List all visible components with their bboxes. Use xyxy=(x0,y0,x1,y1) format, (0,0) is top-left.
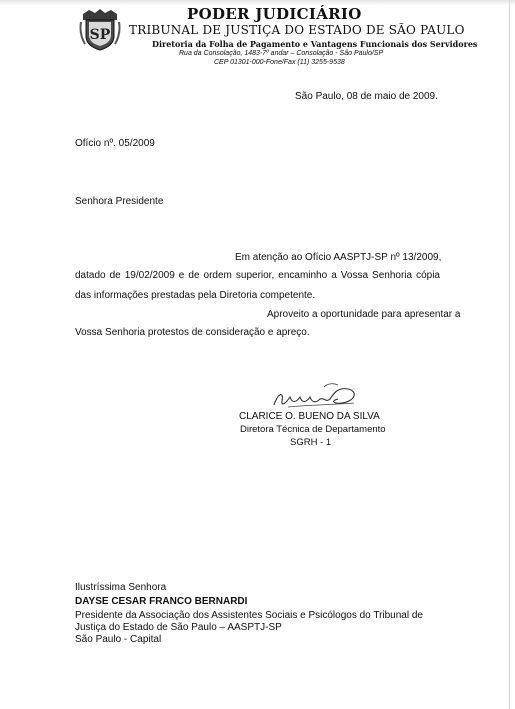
header-contact: CEP 01301-000-Fone/Fax (11) 3255-9538 xyxy=(214,59,345,66)
page-edge xyxy=(509,0,510,709)
salutation: Senhora Presidente xyxy=(75,196,164,207)
body-line: Vossa Senhoria protestos de consideração e apreço. xyxy=(75,327,310,338)
letter-date: São Paulo, 08 de maio de 2009. xyxy=(295,91,438,102)
body-line: das informações prestadas pela Diretoria competente. xyxy=(75,290,316,301)
seal-text: SP xyxy=(89,27,111,43)
recipient-name: DAYSE CESAR FRANCO BERNARDI xyxy=(75,596,248,607)
signatory-name: CLARICE O. BUENO DA SILVA xyxy=(239,411,380,422)
header-address: Rua da Consolação, 1483-7º andar – Consolação - São Paulo/SP xyxy=(179,50,384,57)
header-directorate: Diretoria da Folha de Pagamento e Vantagens Funcionais dos Servidores xyxy=(152,39,478,49)
body-line: datado de 19/02/2009 e de ordem superior, encaminho a Vossa Senhoria cópia xyxy=(75,270,440,281)
signatory-unit: SGRH - 1 xyxy=(290,437,332,448)
recipient-city: São Paulo - Capital xyxy=(75,634,162,645)
recipient-greeting: Ilustríssima Senhora xyxy=(75,582,167,593)
body-line: Aproveito a oportunidade para apresentar a xyxy=(267,309,461,320)
header-title: PODER JUDICIÁRIO xyxy=(187,5,362,23)
sao-paulo-coat-of-arms-icon xyxy=(79,6,121,52)
letter-number: Ofício nº. 05/2009 xyxy=(75,138,155,149)
handwritten-signature xyxy=(268,379,364,413)
header-court: TRIBUNAL DE JUSTIÇA DO ESTADO DE SÃO PAULO xyxy=(129,23,465,37)
body-line: Em atenção ao Ofício AASPTJ-SP nº 13/2009, xyxy=(235,252,442,263)
recipient-title: Justiça do Estado de São Paulo – AASPTJ-SP xyxy=(75,622,282,633)
signatory-role: Diretora Técnica de Departamento xyxy=(240,424,386,435)
recipient-title: Presidente da Associação dos Assistentes Sociais e Psicólogos do Tribunal de xyxy=(75,610,423,621)
